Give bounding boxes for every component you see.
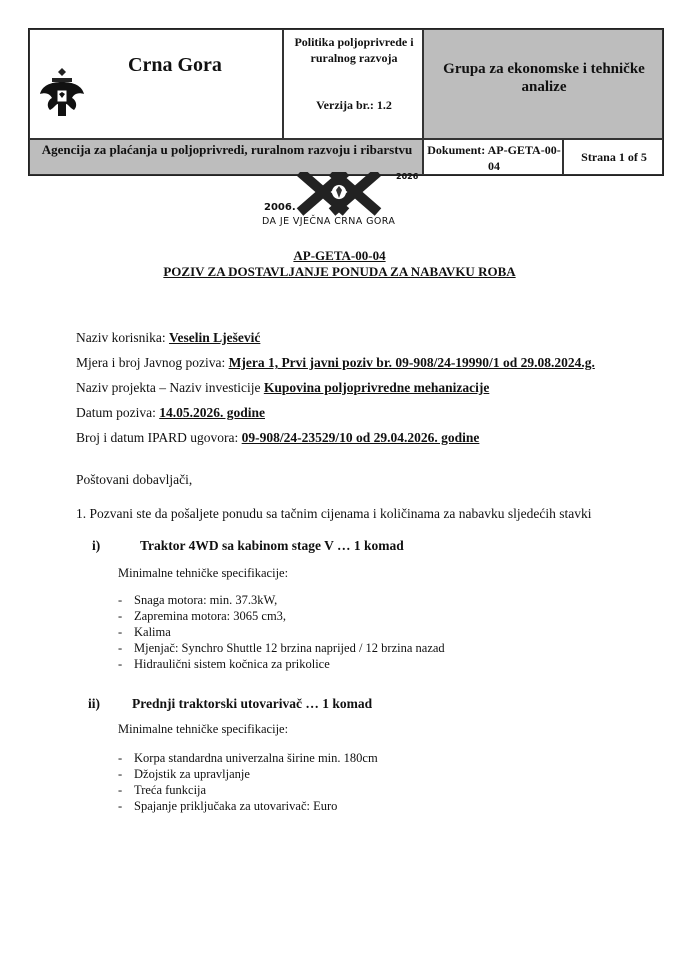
country-name: Crna Gora [128, 54, 222, 76]
field-value: Veselin Lješević [168, 330, 261, 345]
field-value: Mjera 1, Prvi javni poziv br. 09-908/24-19990/1 od 29.08.2024.g. [228, 355, 595, 370]
page-number: Strana 1 of 5 [581, 150, 647, 164]
title-code: AP-GETA-00-04 [293, 248, 386, 263]
spec-list [118, 750, 378, 814]
document-code: Dokument: AP-GETA-00-04 [427, 143, 561, 173]
greeting: Poštovani dobavljači, [76, 472, 193, 487]
anniversary-logo [258, 172, 438, 232]
bullet: - [118, 751, 123, 765]
list-item: - Korpa standardna univerzalna širine min. 180cm [118, 751, 378, 765]
field-value: 09-908/24-23529/10 od 29.04.2026. godine [241, 430, 480, 445]
list-item: - Treća funkcija [118, 783, 207, 797]
field-call-measure [76, 355, 595, 371]
country-cell [29, 29, 283, 139]
list-item: - Spajanje priključaka za utovarivač: Euro [118, 799, 338, 813]
document-cell [423, 139, 563, 175]
version-number: Verzija br.: 1.2 [316, 98, 392, 112]
bullet: - [118, 641, 123, 655]
field-date [76, 405, 265, 421]
bullet: - [118, 609, 123, 623]
field-project [76, 380, 489, 396]
bullet: - [118, 767, 123, 781]
page-cell [563, 139, 663, 175]
field-label: Naziv projekta – Naziv investicije [76, 380, 264, 395]
section-title: Traktor 4WD sa kabinom stage V … 1 komad [140, 538, 404, 553]
field-label: Datum poziva: [76, 405, 160, 420]
document-header-table [28, 28, 664, 176]
list-item: - Mjenjač: Synchro Shuttle 12 brzina naprijed / 12 brzina nazad [118, 641, 445, 655]
spec-list [118, 592, 445, 672]
bullet: - [118, 783, 123, 797]
field-value: 14.05.2026. godine [159, 405, 265, 420]
spec-label: Minimalne tehničke specifikacije: [118, 722, 289, 736]
policy-name: Politika poljoprivrede i ruralnog razvoja [294, 35, 414, 65]
logo-tagline: DA JE VJEČNA CRNA GORA [262, 216, 396, 227]
title-name: POZIV ZA DOSTAVLJANJE PONUDA ZA NABAVKU ROBA [163, 264, 516, 279]
field-label: Mjera i broj Javnog poziva: [76, 355, 229, 370]
coat-of-arms-icon [38, 64, 86, 120]
intro-paragraph: 1. Pozvani ste da pošaljete ponudu sa tačnim cijenama i količinama za nabavku sljedećih stavki [76, 506, 592, 521]
section-number: i) [92, 538, 101, 553]
field-label: Broj i datum IPARD ugovora: [76, 430, 242, 445]
field-beneficiary [76, 330, 260, 346]
list-item: - Snaga motora: min. 37.3kW, [118, 593, 278, 607]
logo-year-start: 2006. [264, 202, 296, 213]
list-item: - Džojstik za upravljanje [118, 767, 250, 781]
section-title: Prednji traktorski utovarivač … 1 komad [132, 696, 373, 711]
agency-cell [29, 139, 423, 175]
logo-year-end: 2026 [396, 172, 419, 181]
document-title [0, 248, 679, 280]
field-label: Naziv korisnika: [76, 330, 169, 345]
bullet: - [118, 593, 123, 607]
field-ipard-contract [76, 430, 479, 446]
list-item: - Kalima [118, 625, 171, 639]
bullet: - [118, 625, 123, 639]
bullet: - [118, 657, 123, 671]
list-item: - Zapremina motora: 3065 cm3, [118, 609, 287, 623]
group-name: Grupa za ekonomske i tehničke analize [443, 61, 645, 95]
spec-label: Minimalne tehničke specifikacije: [118, 566, 289, 580]
section-number: ii) [88, 696, 100, 711]
field-value: Kupovina poljoprivredne mehanizacije [263, 380, 490, 395]
agency-name: Agencija za plaćanja u poljoprivredi, ruralnom razvoju i ribarstvu [41, 142, 413, 157]
bullet: - [118, 799, 123, 813]
policy-cell [283, 29, 423, 139]
group-cell [423, 29, 663, 139]
list-item: - Hidraulični sistem kočnica za prikolice [118, 657, 330, 671]
